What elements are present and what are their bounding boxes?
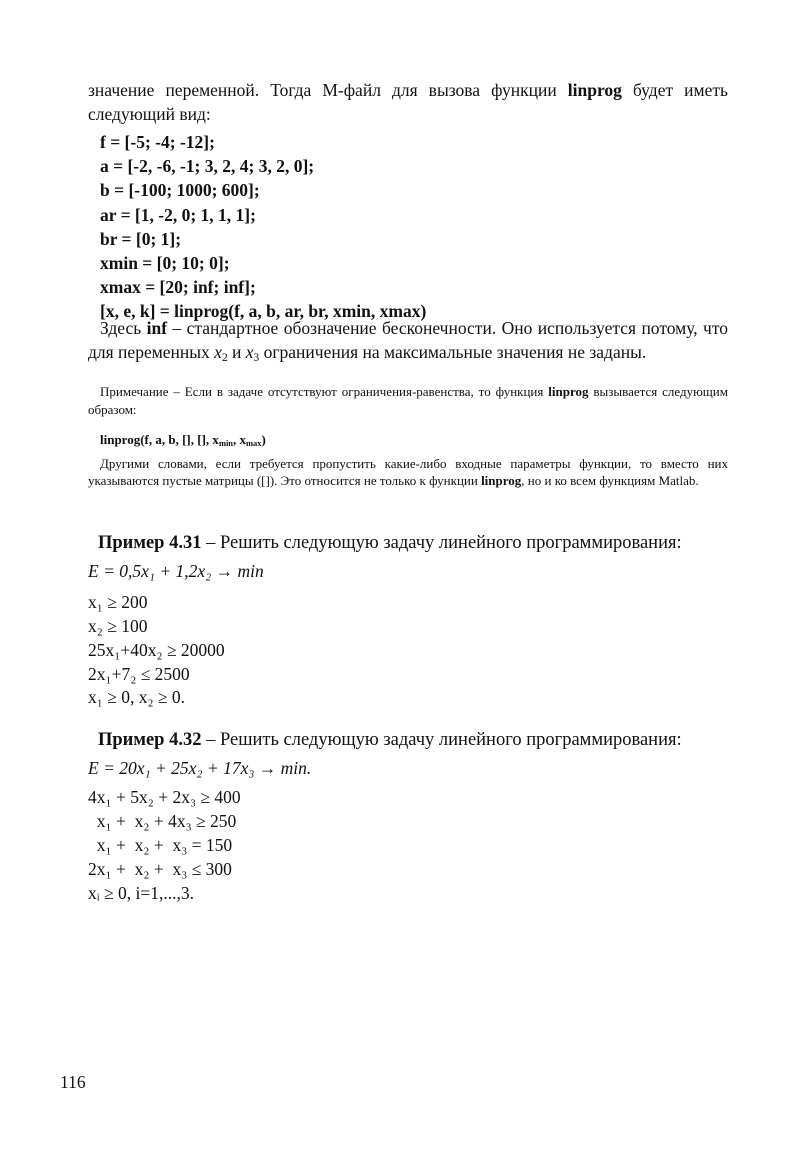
constraint-line: x₁ ≥ 200 xyxy=(88,592,148,612)
call-min-sub: min xyxy=(218,438,234,449)
code-listing xyxy=(100,130,426,324)
constraint-line: x₂ ≥ 100 xyxy=(88,616,148,636)
intro-paragraph xyxy=(88,78,728,126)
constraint-line: x₁ + x₂ + x₃ = 150 xyxy=(88,835,233,855)
example-text: – Решить следующую задачу линейного программирования: xyxy=(201,730,682,750)
example-4-31-objective xyxy=(88,559,264,583)
constraint-line: 2x₁+7₂ ≤ 2500 xyxy=(88,664,190,684)
call-end: ) xyxy=(261,432,266,447)
code-line: xmax = [20; inf; inf]; xyxy=(100,277,256,298)
inf-para-end: ограничения на максимальные значения не заданы. xyxy=(259,342,647,362)
call-mid: , x xyxy=(233,432,247,447)
code-line: [x, e, k] = linprog(f, a, b, ar, br, xmin, xmax) xyxy=(100,301,427,322)
constraint-line: x₁ + x₂ + 4x₃ ≥ 250 xyxy=(88,811,237,831)
inf-para-and: и xyxy=(227,342,246,362)
code-line: br = [0; 1]; xyxy=(100,228,182,249)
example-title: Пример 4.31 xyxy=(98,533,202,553)
example-4-31-heading xyxy=(98,531,728,555)
example-4-32-constraints xyxy=(88,785,241,905)
var-x3-sub: 3 xyxy=(253,351,260,364)
example-title: Пример 4.32 xyxy=(98,730,202,750)
code-line: f = [-5; -4; -12]; xyxy=(100,132,215,152)
note-text: Примечание – Если в задаче отсутствуют ограничения-равенства, то функция xyxy=(100,384,549,399)
note-call-example xyxy=(100,432,266,448)
constraint-line: 25x₁+40x₂ ≥ 20000 xyxy=(88,640,225,660)
nonnegativity-line: x₁ ≥ 0, x₂ ≥ 0. xyxy=(88,687,186,707)
example-4-32-objective xyxy=(88,756,311,780)
objective-function: E = 0,5x₁ + 1,2x₂ → min xyxy=(88,561,264,581)
note-func-name: linprog xyxy=(548,384,589,399)
note-second-end: , но и ко всем функциям Matlab. xyxy=(521,473,699,488)
code-line: a = [-2, -6, -1; 3, 2, 4; 3, 2, 0]; xyxy=(100,156,315,177)
note-second-paragraph xyxy=(88,455,728,489)
inf-para-start: Здесь xyxy=(100,318,147,338)
inf-explanation-paragraph xyxy=(88,316,728,364)
call-prefix: linprog(f, a, b, [], [], x xyxy=(100,432,219,447)
intro-text-after: будет иметь следующий вид: xyxy=(88,80,728,124)
call-max-sub: max xyxy=(246,438,262,449)
var-x3: x xyxy=(245,342,254,362)
intro-func-name: linprog xyxy=(567,80,622,100)
var-x2: x xyxy=(214,342,222,362)
constraint-line: 4x₁ + 5x₂ + 2x₃ ≥ 400 xyxy=(88,787,241,807)
inf-para-mid: – стандартное обозначение бесконечности. Оно используется потому, что для переменных xyxy=(88,318,728,362)
code-line: ar = [1, -2, 0; 1, 1, 1]; xyxy=(100,204,256,225)
page-number: 116 xyxy=(60,1072,86,1092)
note-second-func: linprog xyxy=(481,473,522,488)
code-line: b = [-100; 1000; 600]; xyxy=(100,180,260,201)
var-x2-sub: 2 xyxy=(221,351,228,364)
intro-text-before: значение переменной. Тогда М-файл для вызова функции xyxy=(88,80,568,100)
code-line: xmin = [0; 10; 0]; xyxy=(100,253,230,274)
inf-keyword: inf xyxy=(146,318,168,338)
example-4-32-heading xyxy=(98,728,728,752)
note-second-text: Другими словами, если требуется пропустить какие-либо входные параметры функции, то вместо них указываются пустые матрицы ([]). Это относится не только к функции xyxy=(88,456,728,488)
nonnegativity-line: xᵢ ≥ 0, i=1,...,3. xyxy=(88,883,194,903)
constraint-line: 2x₁ + x₂ + x₃ ≤ 300 xyxy=(88,859,232,879)
note-paragraph xyxy=(88,383,728,419)
note-text-after: вызывается следующим образом: xyxy=(88,384,728,417)
example-text: – Решить следующую задачу линейного программирования: xyxy=(201,533,682,553)
example-4-31-nonneg xyxy=(88,685,185,709)
objective-function: E = 20x₁ + 25x₂ + 17x₃ → min. xyxy=(88,758,312,778)
example-4-31-constraints xyxy=(88,590,225,686)
